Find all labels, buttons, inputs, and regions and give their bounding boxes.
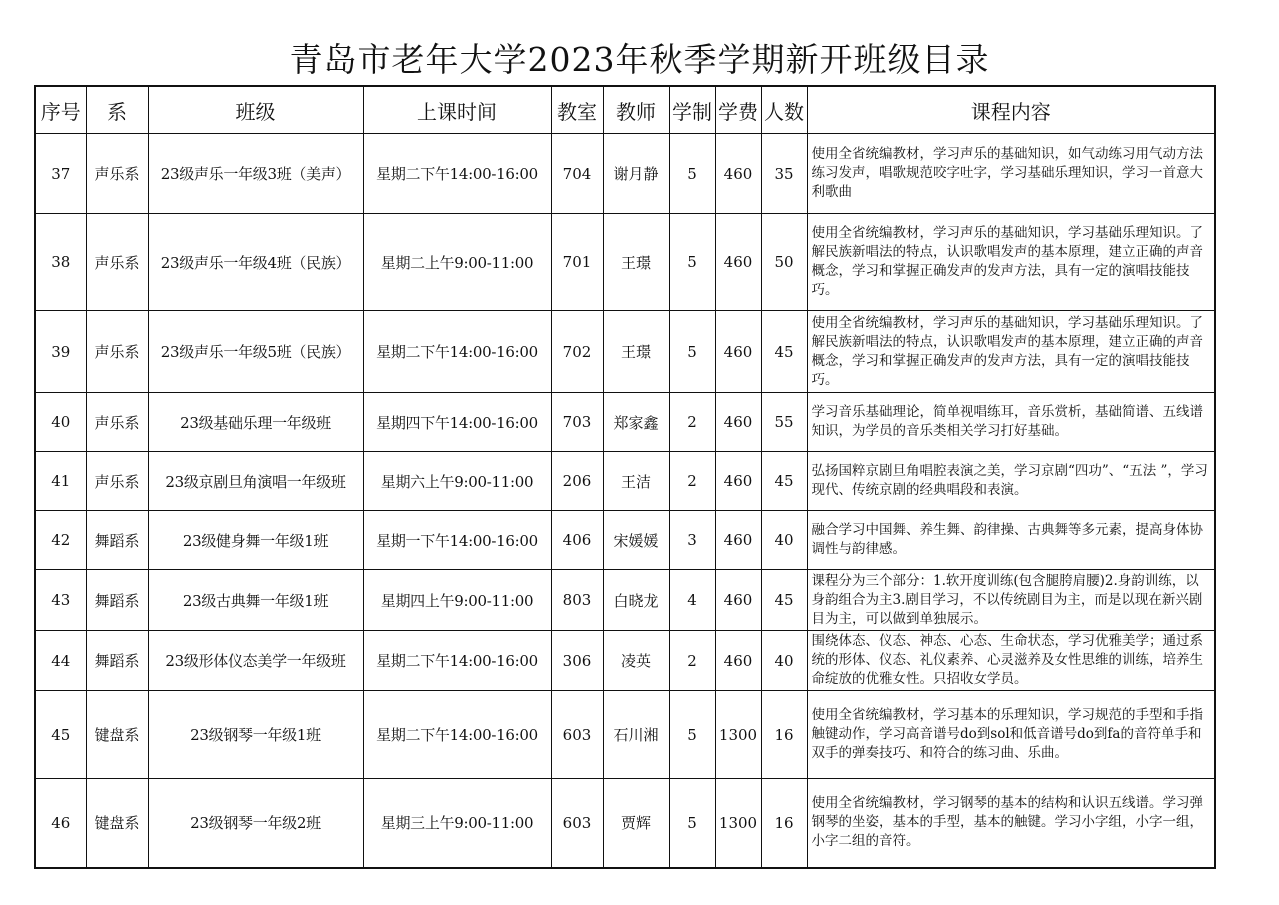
row-fee: 460 [715,393,761,452]
class-catalog-table [34,85,1216,869]
row-fee: 460 [715,570,761,631]
row-years: 5 [669,134,715,214]
row-room: 803 [551,570,603,631]
header-content: 课程内容 [807,86,1215,134]
row-class: 23级声乐一年级4班（民族） [148,214,363,311]
row-room: 306 [551,631,603,691]
row-years: 2 [669,393,715,452]
header-count: 人数 [761,86,807,134]
header-dept: 系 [86,86,148,134]
row-teacher: 王洁 [603,452,669,511]
row-room: 701 [551,214,603,311]
header-time: 上课时间 [363,86,551,134]
row-count: 45 [761,452,807,511]
row-years: 3 [669,511,715,570]
row-room: 406 [551,511,603,570]
row-class: 23级声乐一年级3班（美声） [148,134,363,214]
table-row [35,631,1215,691]
row-time: 星期一下午14:00-16:00 [363,511,551,570]
row-class: 23级健身舞一年级1班 [148,511,363,570]
row-dept: 声乐系 [86,134,148,214]
row-dept: 声乐系 [86,393,148,452]
row-content: 学习音乐基础理论，简单视唱练耳，音乐赏析，基础简谱、五线谱知识，为学员的音乐类相关学习打好基础。 [807,393,1215,452]
row-count: 50 [761,214,807,311]
row-time: 星期二下午14:00-16:00 [363,631,551,691]
row-no: 38 [35,214,86,311]
row-fee: 1300 [715,691,761,779]
row-years: 2 [669,631,715,691]
row-fee: 460 [715,134,761,214]
row-class: 23级声乐一年级5班（民族） [148,311,363,393]
row-years: 2 [669,452,715,511]
header-fee: 学费 [715,86,761,134]
row-class: 23级钢琴一年级2班 [148,779,363,868]
header-no: 序号 [35,86,86,134]
header-teacher: 教师 [603,86,669,134]
row-teacher: 白晓龙 [603,570,669,631]
row-fee: 460 [715,511,761,570]
row-content: 使用全省统编教材，学习声乐的基础知识，学习基础乐理知识。了解民族新唱法的特点，认识歌唱发声的基本原理，建立正确的声音概念，学习和掌握正确发声的发声方法，具有一定的演唱技能技巧。 [807,311,1215,393]
row-room: 206 [551,452,603,511]
row-count: 45 [761,311,807,393]
row-dept: 声乐系 [86,452,148,511]
row-room: 703 [551,393,603,452]
table-row [35,134,1215,214]
row-dept: 键盘系 [86,779,148,868]
row-years: 4 [669,570,715,631]
row-count: 16 [761,779,807,868]
row-time: 星期三上午9:00-11:00 [363,779,551,868]
row-count: 40 [761,511,807,570]
header-row [35,86,1215,134]
row-time: 星期四上午9:00-11:00 [363,570,551,631]
row-fee: 1300 [715,779,761,868]
row-teacher: 王璟 [603,311,669,393]
row-no: 41 [35,452,86,511]
row-count: 45 [761,570,807,631]
row-content: 弘扬国粹京剧旦角唱腔表演之美，学习京剧“四功”、“五法 ”，学习现代、传统京剧的经典唱段和表演。 [807,452,1215,511]
row-content: 使用全省统编教材，学习声乐的基础知识，学习基础乐理知识。了解民族新唱法的特点，认识歌唱发声的基本原理，建立正确的声音概念，学习和掌握正确发声的发声方法，具有一定的演唱技能技巧。 [807,214,1215,311]
table-row [35,570,1215,631]
row-dept: 舞蹈系 [86,631,148,691]
row-content: 围绕体态、仪态、神态、心态、生命状态，学习优雅美学；通过系统的形体、仪态、礼仪素养、心灵滋养及女性思维的训练，培养生命绽放的优雅女性。只招收女学员。 [807,631,1215,691]
header-class: 班级 [148,86,363,134]
row-years: 5 [669,311,715,393]
row-teacher: 凌英 [603,631,669,691]
row-fee: 460 [715,311,761,393]
row-class: 23级古典舞一年级1班 [148,570,363,631]
table-row [35,779,1215,868]
row-count: 16 [761,691,807,779]
row-teacher: 宋媛媛 [603,511,669,570]
header-years: 学制 [669,86,715,134]
row-content: 使用全省统编教材，学习钢琴的基本的结构和认识五线谱。学习弹钢琴的坐姿，基本的手型，基本的触键。学习小字组，小字一组，小字二组的音符。 [807,779,1215,868]
row-dept: 舞蹈系 [86,511,148,570]
row-fee: 460 [715,214,761,311]
table-row [35,393,1215,452]
header-room: 教室 [551,86,603,134]
row-room: 702 [551,311,603,393]
row-class: 23级钢琴一年级1班 [148,691,363,779]
row-count: 55 [761,393,807,452]
page-title: 青岛市老年大学2023年秋季学期新开班级目录 [289,40,990,79]
row-time: 星期二下午14:00-16:00 [363,134,551,214]
row-teacher: 王璟 [603,214,669,311]
table-row [35,691,1215,779]
row-years: 5 [669,779,715,868]
row-no: 43 [35,570,86,631]
row-teacher: 贾辉 [603,779,669,868]
row-teacher: 郑家鑫 [603,393,669,452]
row-room: 603 [551,691,603,779]
row-dept: 声乐系 [86,214,148,311]
row-time: 星期二上午9:00-11:00 [363,214,551,311]
row-years: 5 [669,691,715,779]
row-content: 课程分为三个部分：1.软开度训练(包含腿胯肩腰)2.身韵训练，以身韵组合为主3.剧目学习，不以传统剧目为主，而是以现在新兴剧目为主，可以做到单独展示。 [807,570,1215,631]
row-content: 融合学习中国舞、养生舞、韵律操、古典舞等多元素，提高身体协调性与韵律感。 [807,511,1215,570]
row-teacher: 石川湘 [603,691,669,779]
row-class: 23级形体仪态美学一年级班 [148,631,363,691]
row-fee: 460 [715,631,761,691]
row-dept: 声乐系 [86,311,148,393]
row-no: 46 [35,779,86,868]
row-class: 23级基础乐理一年级班 [148,393,363,452]
row-class: 23级京剧旦角演唱一年级班 [148,452,363,511]
row-count: 40 [761,631,807,691]
row-years: 5 [669,214,715,311]
row-no: 42 [35,511,86,570]
row-dept: 舞蹈系 [86,570,148,631]
table-row [35,511,1215,570]
row-count: 35 [761,134,807,214]
row-fee: 460 [715,452,761,511]
row-no: 44 [35,631,86,691]
row-room: 603 [551,779,603,868]
row-content: 使用全省统编教材，学习基本的乐理知识，学习规范的手型和手指触键动作，学习高音谱号do到sol和低音谱号do到fa的音符单手和双手的弹奏技巧、和符合的练习曲、乐曲。 [807,691,1215,779]
row-room: 704 [551,134,603,214]
table-row [35,452,1215,511]
row-dept: 键盘系 [86,691,148,779]
row-time: 星期二下午14:00-16:00 [363,691,551,779]
row-no: 37 [35,134,86,214]
row-content: 使用全省统编教材，学习声乐的基础知识，如气动练习用气动方法练习发声，唱歌规范咬字吐字，学习基础乐理知识，学习一首意大利歌曲 [807,134,1215,214]
table-row [35,214,1215,311]
row-no: 39 [35,311,86,393]
row-time: 星期六上午9:00-11:00 [363,452,551,511]
table-row [35,311,1215,393]
row-time: 星期二下午14:00-16:00 [363,311,551,393]
row-no: 45 [35,691,86,779]
row-teacher: 谢月静 [603,134,669,214]
row-time: 星期四下午14:00-16:00 [363,393,551,452]
row-no: 40 [35,393,86,452]
